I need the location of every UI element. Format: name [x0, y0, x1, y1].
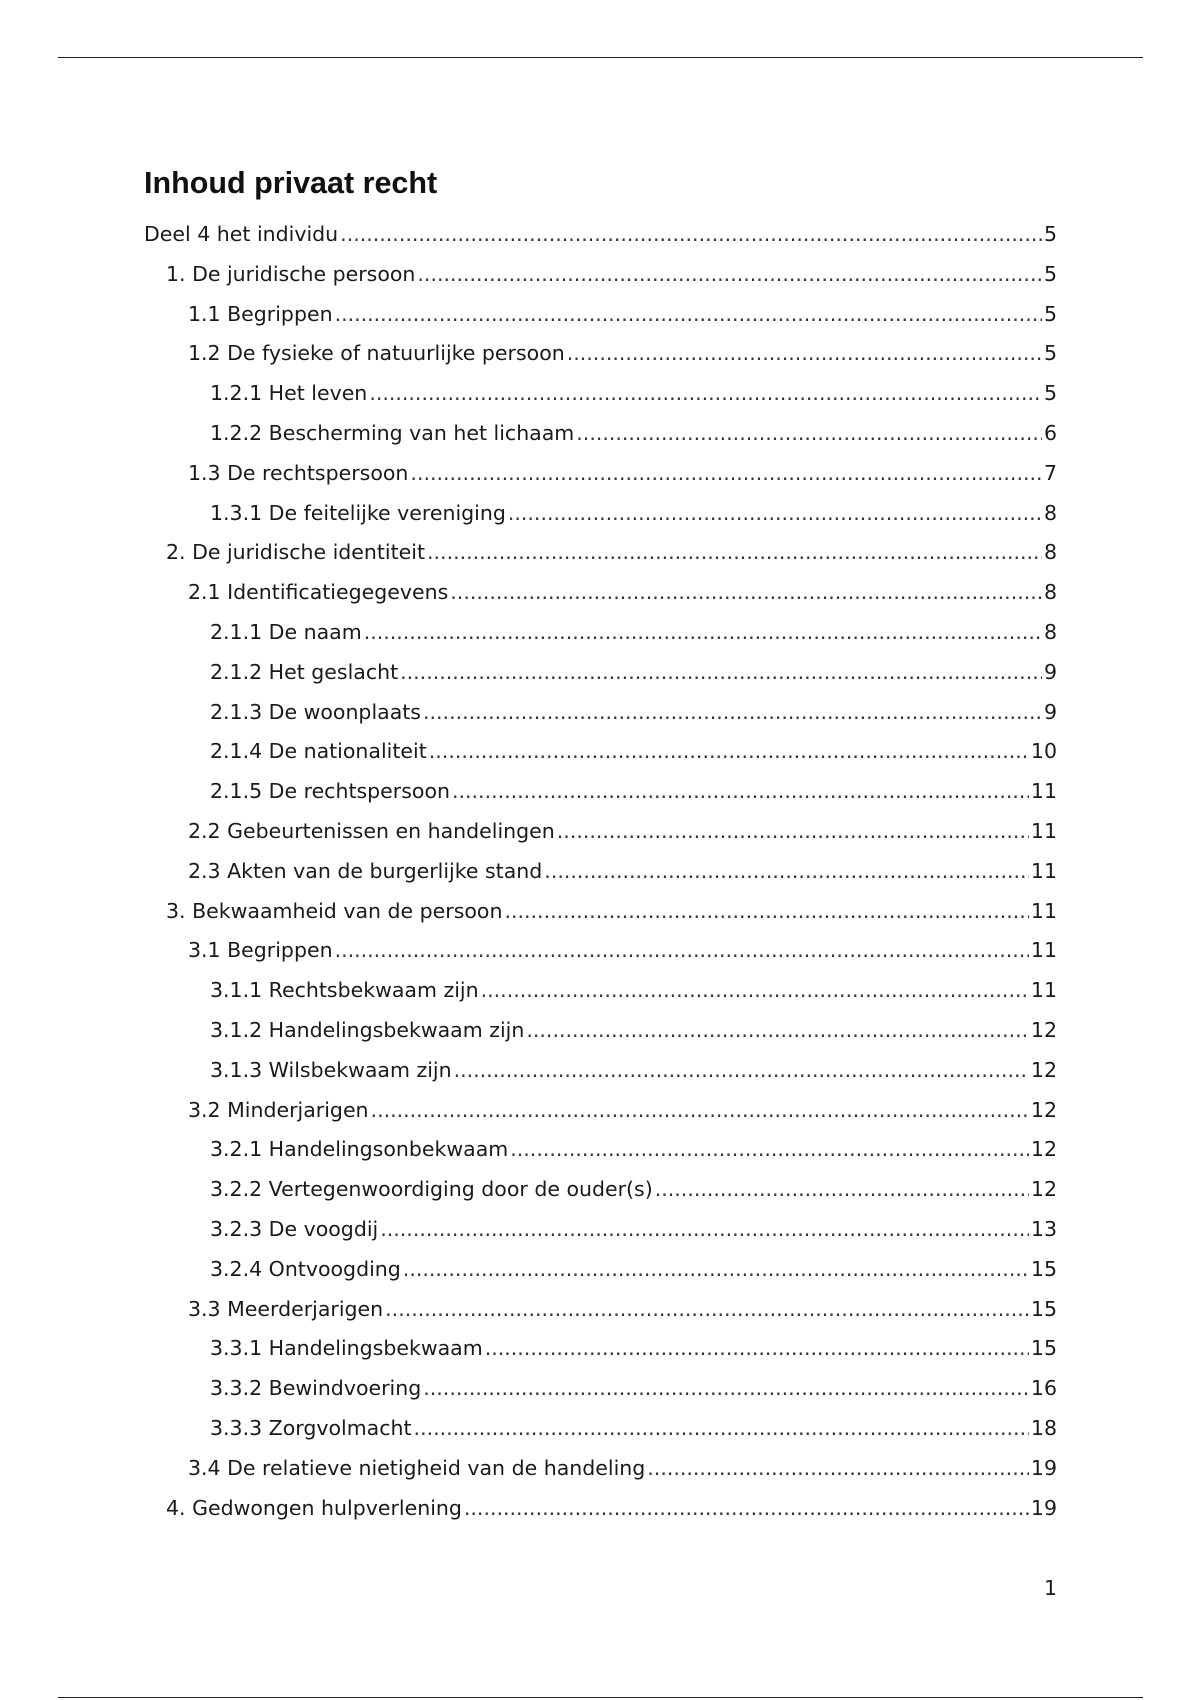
dot-leader — [655, 1170, 1029, 1210]
toc-entry-page-number: 8 — [1043, 500, 1057, 525]
toc-entry-page-number: 12 — [1030, 1137, 1057, 1162]
toc-entry-page-number: 11 — [1030, 858, 1057, 883]
toc-entry[interactable] — [210, 414, 1057, 454]
toc-entry[interactable] — [210, 613, 1057, 653]
toc-entry[interactable] — [210, 1210, 1057, 1250]
toc-entry-page-number: 6 — [1043, 420, 1057, 445]
toc-entry-page-number: 5 — [1043, 301, 1057, 326]
toc-entry-page-number: 12 — [1030, 1017, 1057, 1042]
toc-entry[interactable] — [166, 255, 1057, 295]
toc-entry-label: 3.2.3 De voogdij — [210, 1216, 379, 1241]
dot-leader — [544, 852, 1029, 892]
dot-leader — [452, 772, 1029, 812]
toc-entry-page-number: 5 — [1043, 222, 1057, 246]
dot-leader — [567, 334, 1042, 374]
toc-entry[interactable] — [210, 494, 1057, 534]
toc-entry[interactable] — [188, 812, 1057, 852]
toc-entry-label: 2. De juridische identiteit — [166, 540, 426, 565]
toc-entry-label: 3. Bekwaamheid van de persoon — [166, 898, 503, 923]
toc-entry-page-number: 12 — [1030, 1057, 1057, 1082]
toc-entry-label: 3.1.2 Handelingsbekwaam zijn — [210, 1017, 525, 1042]
toc-entry-label: 3.2.2 Vertegenwoordiging door de ouder(s) — [210, 1177, 653, 1202]
dot-leader — [427, 533, 1042, 573]
toc-entry[interactable] — [188, 454, 1057, 494]
dot-leader — [335, 931, 1029, 971]
toc-entry-label: 3.4 De relatieve nietigheid van de handeling — [188, 1455, 646, 1480]
toc-entry[interactable] — [210, 1011, 1057, 1051]
dot-leader — [400, 653, 1042, 693]
toc-entry[interactable] — [188, 931, 1057, 971]
toc-entry-label: 1.3 De rechtspersoon — [188, 460, 409, 485]
toc-entry[interactable] — [188, 1449, 1057, 1489]
dot-leader — [423, 1369, 1029, 1409]
toc-entry-label: 2.1.3 De woonplaats — [210, 699, 421, 724]
toc-entry-page-number: 5 — [1043, 261, 1057, 286]
toc-entry-label: 3.3.1 Handelingsbekwaam — [210, 1336, 483, 1361]
toc-entry[interactable] — [210, 1130, 1057, 1170]
toc-entry-page-number: 12 — [1030, 1097, 1057, 1122]
toc-title: Inhoud privaat recht — [144, 166, 438, 200]
toc-entry-page-number: 11 — [1030, 779, 1057, 804]
dot-leader — [369, 374, 1042, 414]
toc-entry-page-number: 5 — [1043, 341, 1057, 366]
toc-entry[interactable] — [210, 732, 1057, 772]
toc-entry-page-number: 8 — [1043, 540, 1057, 565]
toc-entry[interactable] — [210, 772, 1057, 812]
toc-entry-label: 2.1 Identificatiegegevens — [188, 580, 449, 605]
toc-entry[interactable] — [188, 334, 1057, 374]
toc-entry[interactable] — [166, 1489, 1057, 1529]
dot-leader — [557, 812, 1029, 852]
dot-leader — [423, 693, 1042, 733]
header-rule — [58, 57, 1143, 58]
toc-entry-label: 2.1.2 Het geslacht — [210, 659, 399, 684]
toc-entry-label: 3.2.1 Handelingsonbekwaam — [210, 1137, 509, 1162]
toc-entry-page-number: 10 — [1030, 739, 1057, 764]
toc-entry-label: 2.1.1 De naam — [210, 619, 362, 644]
toc-entry-page-number: 9 — [1043, 659, 1057, 684]
toc-entry[interactable] — [210, 1329, 1057, 1369]
dot-leader — [526, 1011, 1029, 1051]
dot-leader — [364, 613, 1042, 653]
toc-entry[interactable] — [210, 693, 1057, 733]
dot-leader — [450, 573, 1042, 613]
dot-leader — [576, 414, 1042, 454]
toc-entry-page-number: 9 — [1043, 699, 1057, 724]
dot-leader — [508, 494, 1042, 534]
dot-leader — [371, 1091, 1029, 1131]
dot-leader — [429, 732, 1029, 772]
toc-entry-page-number: 18 — [1030, 1415, 1057, 1440]
toc-entry[interactable] — [210, 1051, 1057, 1091]
toc-entry-label: 3.3.3 Zorgvolmacht — [210, 1415, 412, 1440]
toc-entry-label: 1. De juridische persoon — [166, 261, 416, 286]
dot-leader — [385, 1290, 1029, 1330]
toc-entry-label: 3.2 Minderjarigen — [188, 1097, 369, 1122]
toc-entry[interactable] — [210, 1409, 1057, 1449]
toc-entry-page-number: 13 — [1030, 1216, 1057, 1241]
dot-leader — [414, 1409, 1029, 1449]
toc-entry-label: 2.1.5 De rechtspersoon — [210, 779, 450, 804]
dot-leader — [504, 892, 1028, 932]
toc-entry-label: 1.2.1 Het leven — [210, 381, 368, 406]
toc-entry-page-number: 8 — [1043, 619, 1057, 644]
toc-entry[interactable] — [188, 295, 1057, 335]
page-number: 1 — [1043, 1576, 1057, 1600]
toc-entry-page-number: 11 — [1030, 938, 1057, 963]
toc-entry-label: 1.2.2 Bescherming van het lichaam — [210, 420, 575, 445]
toc-entry-page-number: 11 — [1030, 978, 1057, 1003]
toc-entry-page-number: 15 — [1030, 1256, 1057, 1281]
toc-entry[interactable] — [210, 653, 1057, 693]
toc-entry-label: 1.3.1 De feitelijke vereniging — [210, 500, 506, 525]
toc-entry[interactable] — [210, 971, 1057, 1011]
toc-entry[interactable] — [166, 892, 1057, 932]
dot-leader — [485, 1329, 1029, 1369]
dot-leader — [481, 971, 1029, 1011]
toc-entry-page-number: 19 — [1030, 1495, 1057, 1520]
dot-leader — [464, 1489, 1029, 1529]
toc-entry-page-number: 16 — [1030, 1376, 1057, 1401]
toc-entry-label: 3.3 Meerderjarigen — [188, 1296, 384, 1321]
toc-entry-page-number: 11 — [1030, 898, 1057, 923]
toc-entry-page-number: 5 — [1043, 381, 1057, 406]
toc-entry[interactable] — [144, 215, 1057, 255]
toc-entry[interactable] — [188, 1091, 1057, 1131]
toc-entry-label: 3.1 Begrippen — [188, 938, 333, 963]
toc-entry[interactable] — [166, 533, 1057, 573]
toc-entry[interactable] — [188, 1290, 1057, 1330]
dot-leader — [403, 1250, 1029, 1290]
toc-entry-label: 3.1.3 Wilsbekwaam zijn — [210, 1057, 452, 1082]
toc-entry-page-number: 19 — [1030, 1455, 1057, 1480]
toc-entry[interactable] — [188, 852, 1057, 892]
toc-entry-label: 4. Gedwongen hulpverlening — [166, 1495, 462, 1520]
dot-leader — [417, 255, 1042, 295]
toc-entry[interactable] — [188, 573, 1057, 613]
toc-entry-label: 3.3.2 Bewindvoering — [210, 1376, 422, 1401]
toc-entry-label: 3.1.1 Rechtsbekwaam zijn — [210, 978, 479, 1003]
toc-entry[interactable] — [210, 1369, 1057, 1409]
toc-entry-page-number: 8 — [1043, 580, 1057, 605]
dot-leader — [510, 1130, 1029, 1170]
toc-entry[interactable] — [210, 1170, 1057, 1210]
footer-rule — [58, 1697, 1143, 1698]
toc-entry-page-number: 12 — [1030, 1177, 1057, 1202]
dot-leader — [335, 295, 1042, 335]
toc-entry-label: 1.2 De fysieke of natuurlijke persoon — [188, 341, 565, 366]
toc-entry-label: Deel 4 het individu — [144, 222, 339, 246]
dot-leader — [410, 454, 1042, 494]
toc-entry-page-number: 7 — [1043, 460, 1057, 485]
toc-entry-label: 2.3 Akten van de burgerlijke stand — [188, 858, 543, 883]
dot-leader — [340, 215, 1042, 255]
toc-entry[interactable] — [210, 1250, 1057, 1290]
toc-entry-page-number: 11 — [1030, 818, 1057, 843]
toc-entry-page-number: 15 — [1030, 1336, 1057, 1361]
dot-leader — [380, 1210, 1029, 1250]
dot-leader — [454, 1051, 1029, 1091]
toc-entry-page-number: 15 — [1030, 1296, 1057, 1321]
toc-entry-label: 2.1.4 De nationaliteit — [210, 739, 427, 764]
table-of-contents — [0, 215, 1200, 1528]
toc-entry[interactable] — [210, 374, 1057, 414]
toc-entry-label: 3.2.4 Ontvoogding — [210, 1256, 401, 1281]
toc-entry-label: 2.2 Gebeurtenissen en handelingen — [188, 818, 555, 843]
dot-leader — [647, 1449, 1029, 1489]
toc-entry-label: 1.1 Begrippen — [188, 301, 333, 326]
